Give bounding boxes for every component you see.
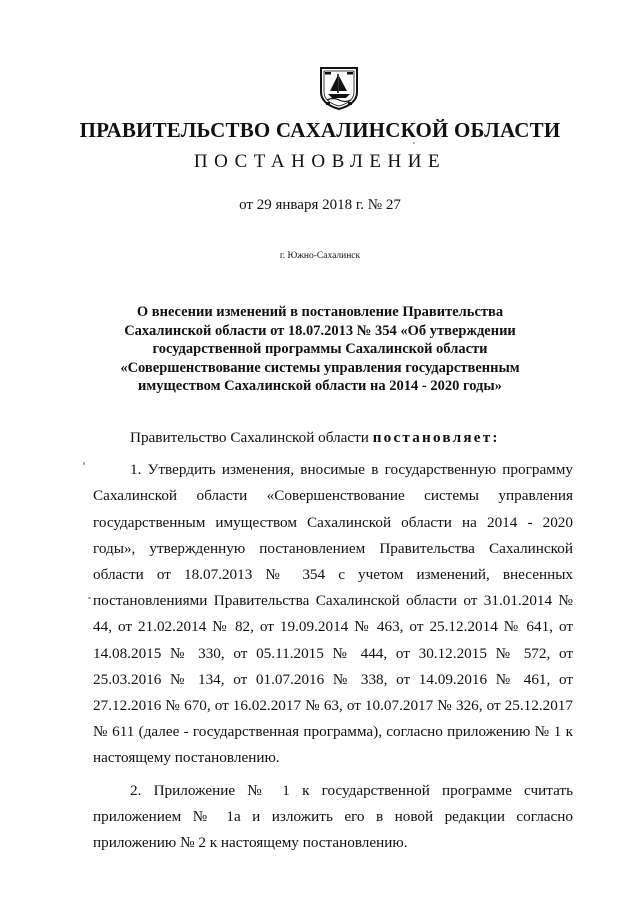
sakhalin-coat-of-arms-icon	[319, 62, 359, 110]
document-subject	[100, 303, 540, 396]
document-date-number: от 29 января 2018 г. № 27	[239, 197, 401, 213]
scan-speck	[83, 462, 85, 465]
subject-line: имуществом Сахалинской области на 2014 - 2020 годы»	[138, 378, 502, 394]
subject-line: государственной программы Сахалинской области	[152, 341, 488, 357]
scan-speck	[413, 142, 415, 144]
subject-line: «Совершенствование системы управления государственным	[120, 359, 520, 376]
subject-line: О внесении изменений в постановление Правительства	[136, 304, 504, 320]
document-type: ПОСТАНОВЛЕНИЕ	[193, 151, 447, 172]
preamble-paragraph	[93, 425, 573, 451]
subject-line: Сахалинской области от 18.07.2013 № 354 «Об утверждении	[124, 322, 516, 339]
document-body	[93, 425, 573, 856]
document-city: г. Южно-Сахалинск	[279, 251, 361, 261]
preamble-emphasis: постановляет:	[372, 429, 500, 446]
organization-title: ПРАВИТЕЛЬСТВО САХАЛИНСКОЙ ОБЛАСТИ	[79, 118, 561, 142]
item-1-paragraph: 1. Утвердить изменения, вносимые в государственную программу Сахалинской области «Совершенствование системы управления государственным имуществом Сахалинской области на 2014 - 2020 годы», утвержденную постановлением Правительства Сахалинской области от 18.07.2013 № 354 с учетом изменений, внесенных постановлениями Правительства Сахалинской области от 31.01.2014 № 44, от 21.02.2014 № 82, от 19.09.2014 № 463, от 25.12.2014 № 641, от 14.08.2015 № 330, от 05.11.2015 № 444, от 30.12.2015 № 572, от 25.03.2016 № 134, от 01.07.2016 № 338, от 14.09.2016 № 461, от 27.12.2016 № 670, от 16.02.2017 № 63, от 10.07.2017 № 326, от 25.12.2017 № 611 (далее - государственная программа), согласно приложению № 1 к настоящему постановлению.	[93, 461, 573, 767]
item-2-paragraph: 2. Приложение № 1 к государственной программе считать приложением № 1а и изложить его в новой редакции согласно приложению № 2 к настоящему постановлению.	[93, 781, 573, 852]
scan-speck	[88, 597, 91, 599]
preamble-text: Правительство Сахалинской области	[130, 429, 373, 446]
